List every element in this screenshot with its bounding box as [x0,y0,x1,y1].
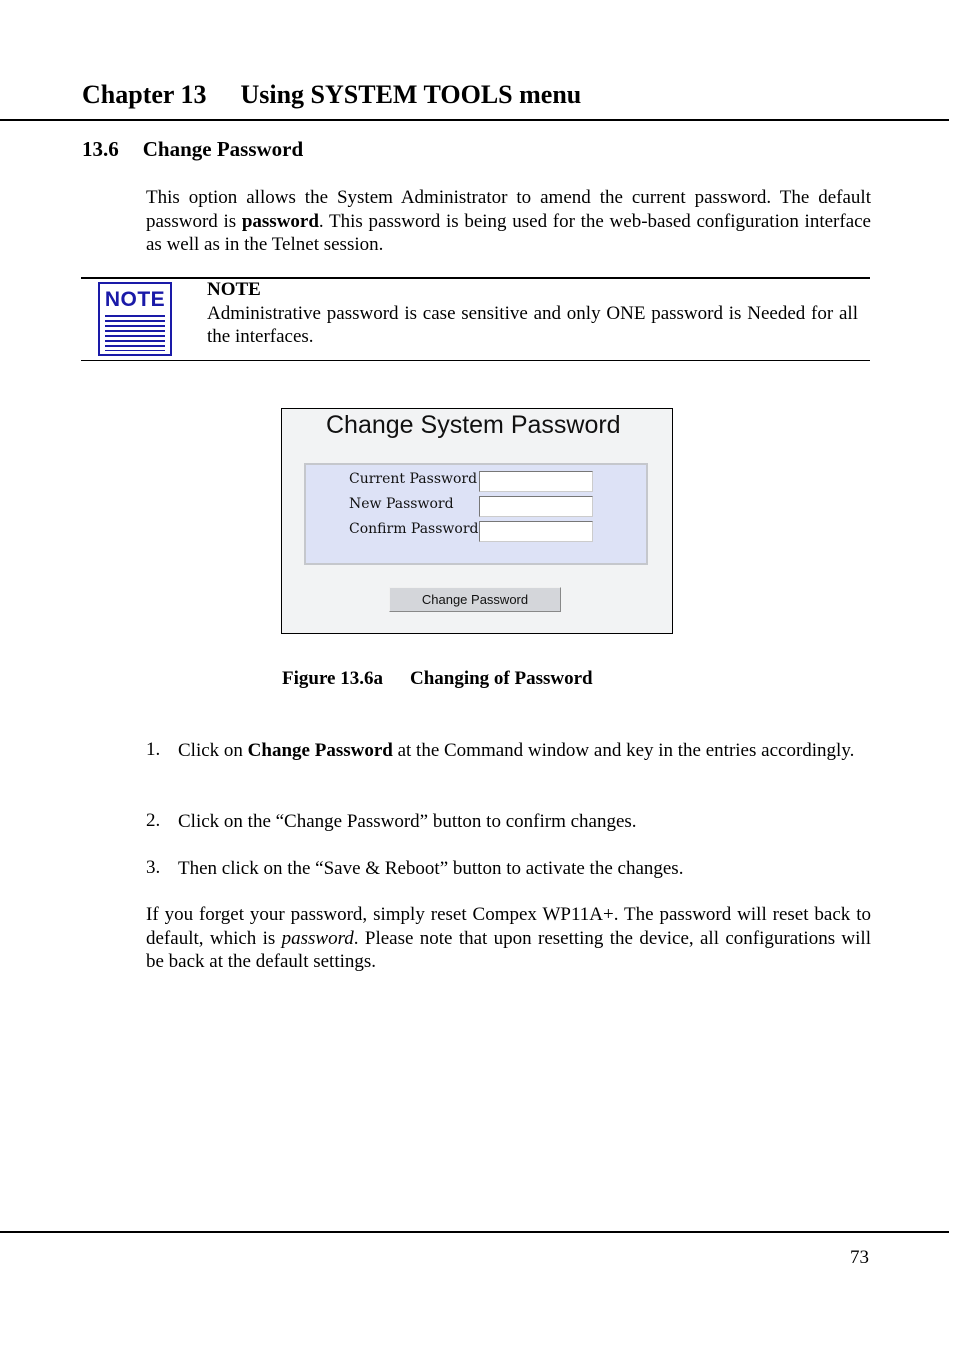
password-form-panel [304,463,648,565]
figure-caption [282,668,593,690]
section-title: Change Password [142,137,304,161]
step-1-text [178,739,871,763]
note-rule-bottom [81,360,870,361]
chapter-title: Using SYSTEM TOOLS menu [240,80,582,109]
step-1-text-a: Click on [178,740,248,761]
section-number: 13.6 [82,137,119,161]
current-password-input[interactable] [479,471,593,492]
new-password-input[interactable] [479,496,593,517]
note-body: Administrative password is case sensitive and only ONE password is Needed for all the interfaces. [207,303,858,347]
reset-italic-password: password [281,927,354,949]
intro-paragraph [146,186,871,257]
figure-title: Change System Password [326,411,621,439]
intro-text-1: This option allows the System Administrator to amend the current password. The default password is [146,187,871,232]
step-2-text: Click on the “Change Password” button to confirm changes. [178,811,637,832]
step-1-number: 1. [146,739,161,760]
caption-label: Figure 13.6a [282,668,383,689]
current-password-label: Current Password [349,471,478,487]
chapter-label: Chapter 13 [82,80,207,109]
note-icon-label: NOTE [104,288,166,311]
intro-bold-password: password [241,210,319,232]
change-password-button[interactable]: Change Password [389,587,561,612]
step-3-text: Then click on the “Save & Reboot” button to activate the changes. [178,858,684,879]
note-heading: NOTE [207,279,261,300]
header-rule [0,119,949,121]
chapter-heading [82,80,581,110]
step-3-number: 3. [146,857,161,878]
page-number: 73 [850,1247,869,1268]
figure-change-system-password [281,408,673,634]
reset-text-1: If you forget your password, simply reset Compex WP11A+. The password will reset back to default, which is [146,904,871,949]
step-1-text-b: at the Command window and key in the entries accordingly. [392,740,855,761]
confirm-password-input[interactable] [479,521,593,542]
reset-paragraph [146,903,871,974]
step-1-bold: Change Password [247,740,393,761]
intro-text-2: . This password is being used for the web-based configuration interface as well as in the Telnet session. [146,210,871,255]
note-icon [98,282,172,356]
step-2-number: 2. [146,810,161,831]
caption-text: Changing of Password [409,668,593,689]
footer-rule [0,1231,949,1233]
confirm-password-label: Confirm Password [349,521,479,537]
note-icon-lines [105,315,165,351]
reset-text-2: . Please note that upon resetting the device, all configurations will be back at the default settings. [146,927,871,972]
section-heading [82,137,303,162]
new-password-label: New Password [349,496,454,512]
note-rule-top [81,277,870,279]
